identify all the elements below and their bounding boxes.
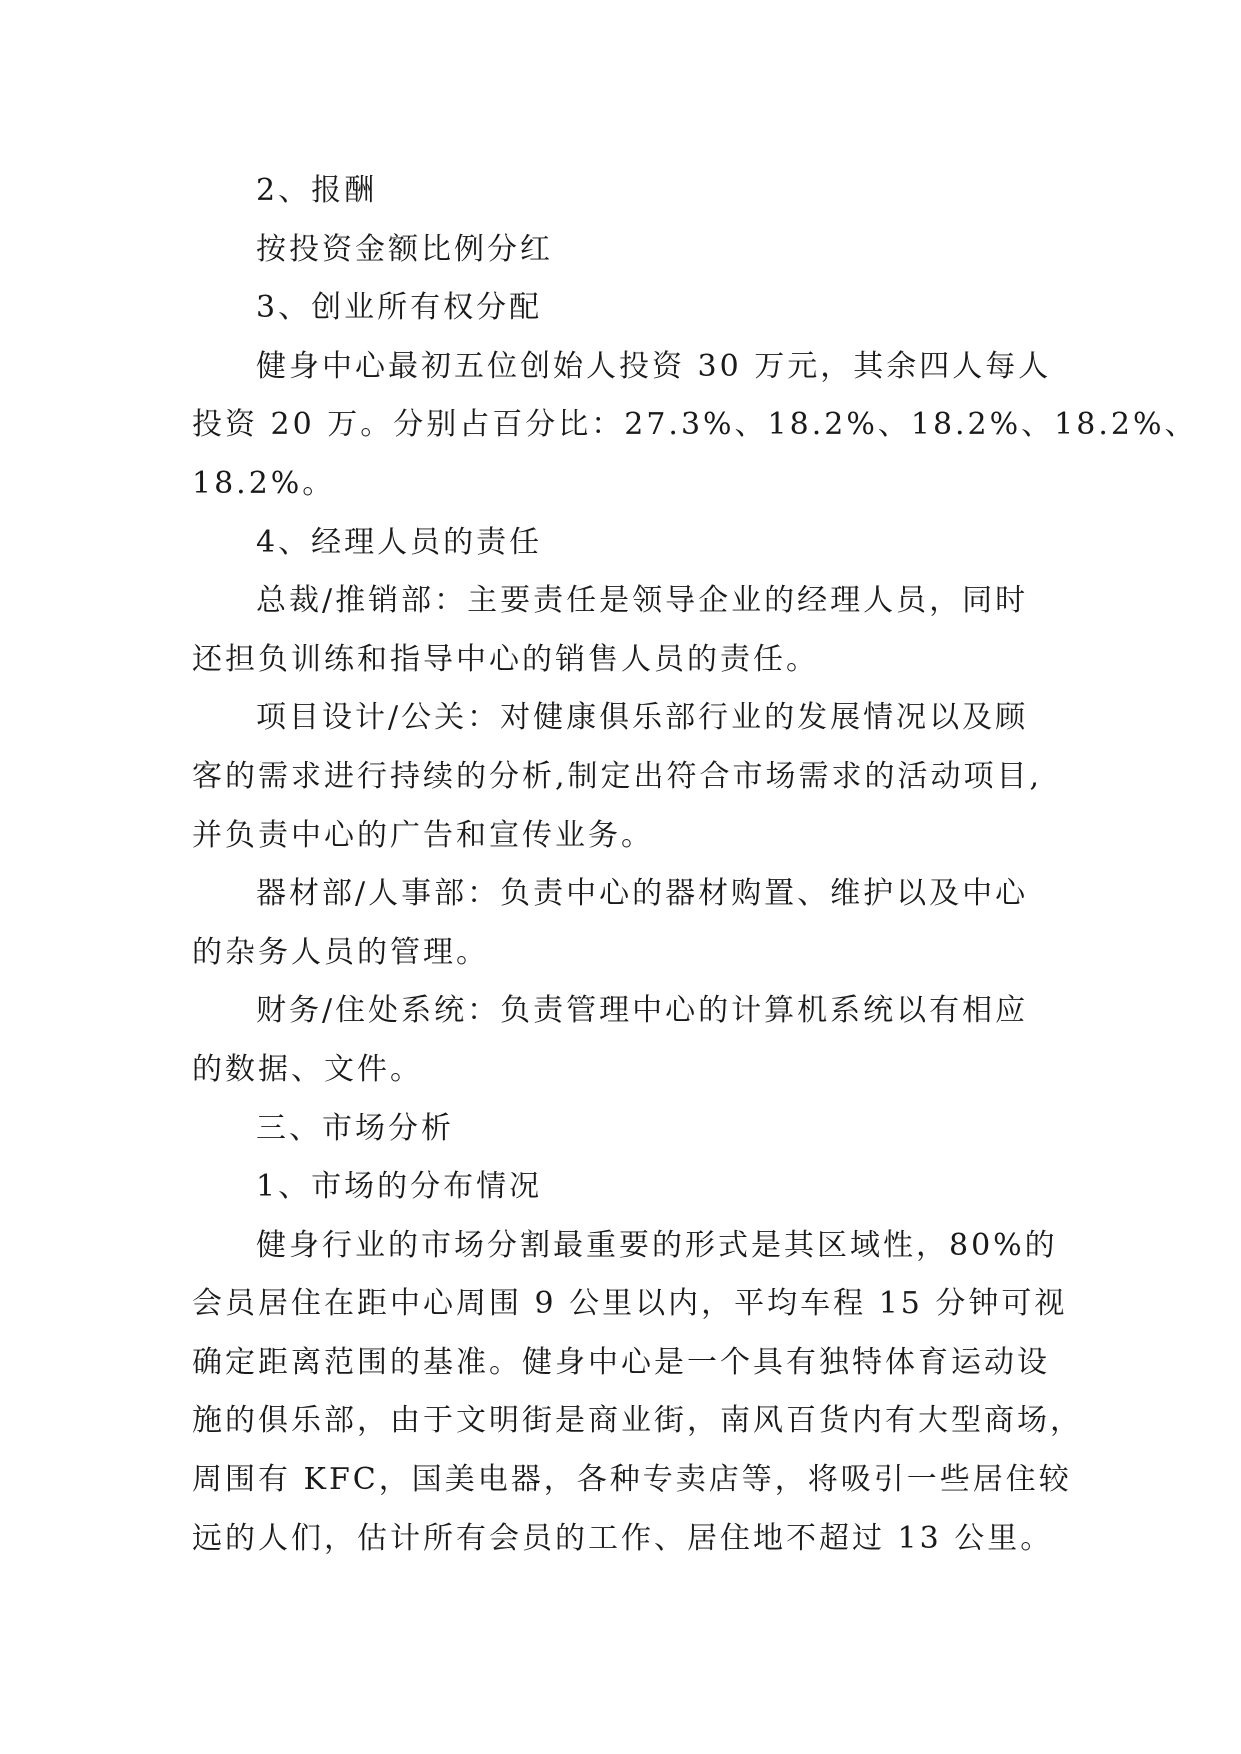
- section-heading-ownership: 3、创业所有权分配: [256, 290, 543, 326]
- paragraph-line: 18.2%。: [192, 465, 336, 501]
- paragraph-line: 还担负训练和指导中心的销售人员的责任。: [192, 641, 819, 677]
- paragraph-line: 远的人们，估计所有会员的工作、居住地不超过 13 公里。: [192, 1520, 1054, 1556]
- paragraph-line: 的杂务人员的管理。: [192, 934, 489, 970]
- paragraph-line: 确定距离范围的基准。健身中心是一个具有独特体育运动设: [192, 1344, 1050, 1380]
- paragraph-line: 器材部/人事部：负责中心的器材购置、维护以及中心: [256, 876, 1029, 912]
- paragraph-line: 客的需求进行持续的分析,制定出符合市场需求的活动项目,: [192, 758, 1043, 794]
- paragraph-line: 会员居住在距中心周围 9 公里以内，平均车程 15 分钟可视: [192, 1286, 1068, 1322]
- paragraph-line: 财务/住处系统：负责管理中心的计算机系统以有相应: [256, 993, 1029, 1029]
- paragraph-line: 并负责中心的广告和宣传业务。: [192, 817, 654, 853]
- paragraph-line: 周围有 KFC，国美电器，各种专卖店等，将吸引一些居住较: [192, 1462, 1072, 1498]
- section-heading-remuneration: 2、报酬: [256, 173, 378, 208]
- paragraph-line: 项目设计/公关：对健康俱乐部行业的发展情况以及顾: [256, 700, 1029, 736]
- paragraph-line: 健身中心最初五位创始人投资 30 万元，其余四人每人: [256, 348, 1052, 384]
- paragraph-line: 按投资金额比例分红: [256, 231, 553, 267]
- section-heading-market-analysis: 三、市场分析: [256, 1110, 454, 1146]
- section-heading-manager-duties: 4、经理人员的责任: [256, 524, 543, 560]
- paragraph-line: 施的俱乐部，由于文明街是商业街，南风百货内有大型商场，: [192, 1403, 1083, 1439]
- paragraph-line: 总裁/推销部：主要责任是领导企业的经理人员，同时: [256, 583, 1029, 619]
- document-body: [192, 162, 1198, 1568]
- section-heading-market-distribution: 1、市场的分布情况: [256, 1169, 543, 1205]
- paragraph-line: 投资 20 万。分别占百分比：27.3%、18.2%、18.2%、18.2%、: [192, 407, 1198, 443]
- paragraph-line: 健身行业的市场分割最重要的形式是其区域性，80%的: [256, 1227, 1058, 1263]
- paragraph-line: 的数据、文件。: [192, 1051, 423, 1087]
